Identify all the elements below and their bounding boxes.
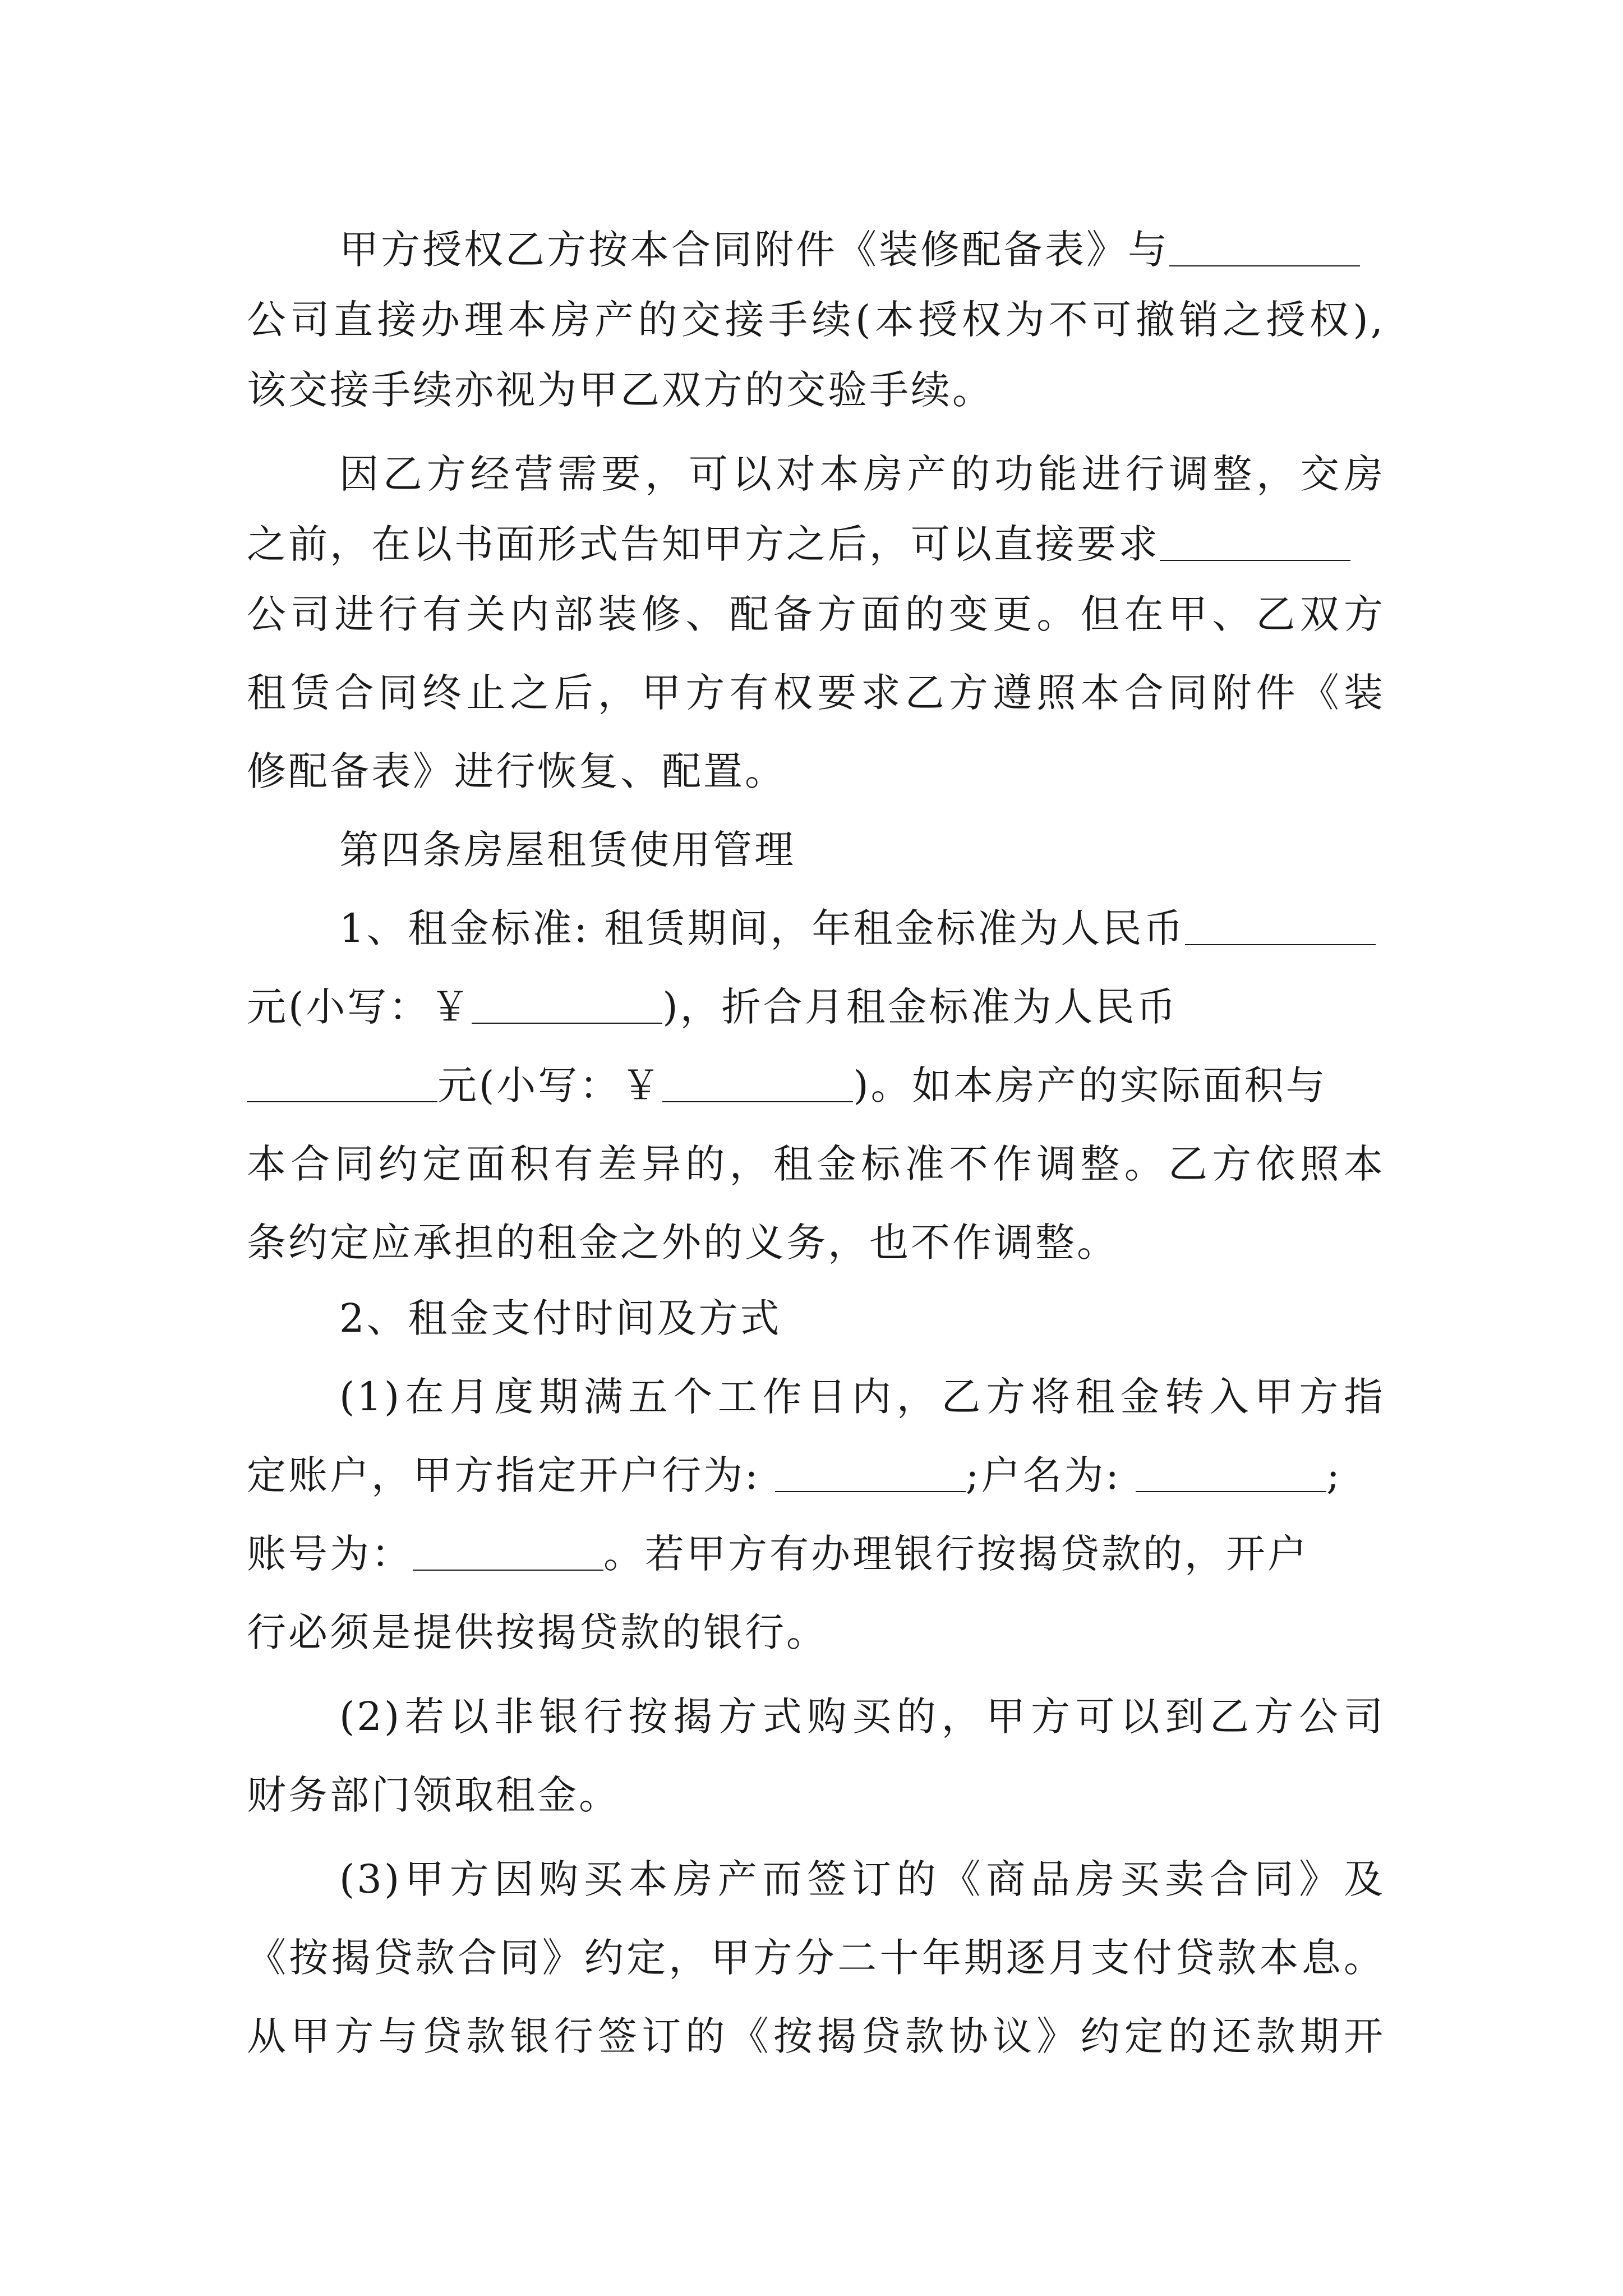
line-text: 财务部门领取租金。 bbox=[247, 1772, 620, 1818]
line-text: 元(小写：￥ bbox=[437, 1062, 663, 1108]
text-line bbox=[247, 1130, 1385, 1198]
line-text: (3)甲方因购买本房产而签订的《商品房买卖合同》及 bbox=[339, 1856, 1385, 1902]
line-text: 租赁合同终止之后，甲方有权要求乙方遵照本合同附件《装 bbox=[247, 670, 1385, 716]
text-line bbox=[339, 1363, 1385, 1430]
text-line bbox=[339, 895, 1385, 962]
fill-in-blank[interactable] bbox=[247, 1068, 437, 1102]
line-text: 定账户，甲方指定开户行为: bbox=[247, 1452, 775, 1498]
text-line bbox=[247, 286, 1385, 353]
text-line bbox=[247, 510, 1385, 578]
line-text: 元(小写：￥ bbox=[247, 984, 472, 1030]
line-text: 甲方授权乙方按本合同附件《装修配备表》与 bbox=[339, 227, 1169, 273]
text-line bbox=[247, 973, 1385, 1041]
section-heading bbox=[339, 816, 1385, 884]
line-text: 行必须是提供按揭贷款的银行。 bbox=[247, 1609, 828, 1655]
fill-in-blank[interactable] bbox=[1136, 1457, 1326, 1492]
line-text: ; bbox=[1326, 1452, 1342, 1498]
text-line bbox=[247, 659, 1385, 726]
line-text: 该交接手续亦视为甲乙双方的交验手续。 bbox=[247, 367, 994, 413]
line-text: )，折合月租金标准为人民币 bbox=[662, 984, 1178, 1030]
text-line bbox=[247, 1520, 1385, 1588]
text-line bbox=[247, 1442, 1385, 1509]
text-line bbox=[339, 1285, 1385, 1352]
text-line bbox=[247, 738, 1385, 805]
line-text: (1)在月度期满五个工作日内，乙方将租金转入甲方指 bbox=[339, 1374, 1385, 1420]
line-text: 修配备表》进行恢复、配置。 bbox=[247, 748, 786, 794]
fill-in-blank[interactable] bbox=[662, 1068, 853, 1102]
text-line bbox=[247, 1761, 1385, 1829]
line-text: 本合同约定面积有差异的，租金标准不作调整。乙方依照本 bbox=[247, 1141, 1385, 1187]
text-line bbox=[247, 1052, 1385, 1119]
line-text: 因乙方经营需要，可以对本房产的功能进行调整，交房 bbox=[339, 451, 1385, 497]
text-line bbox=[247, 581, 1385, 648]
line-text: 之前，在以书面形式告知甲方之后，可以直接要求 bbox=[247, 521, 1160, 567]
text-line bbox=[247, 356, 1385, 424]
line-text: (2)若以非银行按揭方式购买的，甲方可以到乙方公司 bbox=[339, 1694, 1385, 1740]
fill-in-blank[interactable] bbox=[1160, 526, 1350, 561]
text-line bbox=[247, 1599, 1385, 1666]
text-line bbox=[339, 216, 1385, 283]
line-text: 公司进行有关内部装修、配备方面的变更。但在甲、乙双方 bbox=[247, 591, 1385, 637]
line-text: 1、租金标准: 租赁期间，年租金标准为人民币 bbox=[339, 905, 1186, 951]
line-text: 。若甲方有办理银行按揭贷款的，开户 bbox=[603, 1531, 1309, 1577]
text-line bbox=[339, 1683, 1385, 1750]
line-text: )。如本房产的实际面积与 bbox=[853, 1062, 1327, 1108]
fill-in-blank[interactable] bbox=[1169, 232, 1360, 266]
text-line bbox=[247, 1924, 1385, 1991]
fill-in-blank[interactable] bbox=[1185, 910, 1376, 945]
line-text: 条约定应承担的租金之外的义务，也不作调整。 bbox=[247, 1220, 1118, 1266]
fill-in-blank[interactable] bbox=[413, 1536, 603, 1571]
fill-in-blank[interactable] bbox=[472, 989, 662, 1024]
text-line bbox=[247, 1209, 1385, 1276]
line-text: 第四条房屋租赁使用管理 bbox=[339, 827, 796, 873]
line-text: 《按揭贷款合同》约定，甲方分二十年期逐月支付贷款本息。 bbox=[247, 1935, 1385, 1981]
text-line bbox=[339, 440, 1385, 508]
line-text: 账号为： bbox=[247, 1531, 413, 1577]
line-text: ;户名为: bbox=[965, 1452, 1136, 1498]
line-text: 2、租金支付时间及方式 bbox=[339, 1295, 782, 1341]
text-line bbox=[247, 2003, 1385, 2070]
line-text: 从甲方与贷款银行签订的《按揭贷款协议》约定的还款期开 bbox=[247, 2013, 1385, 2059]
fill-in-blank[interactable] bbox=[775, 1457, 966, 1492]
line-text: 公司直接办理本房产的交接手续(本授权为不可撤销之授权), bbox=[247, 297, 1385, 343]
text-line bbox=[339, 1846, 1385, 1913]
